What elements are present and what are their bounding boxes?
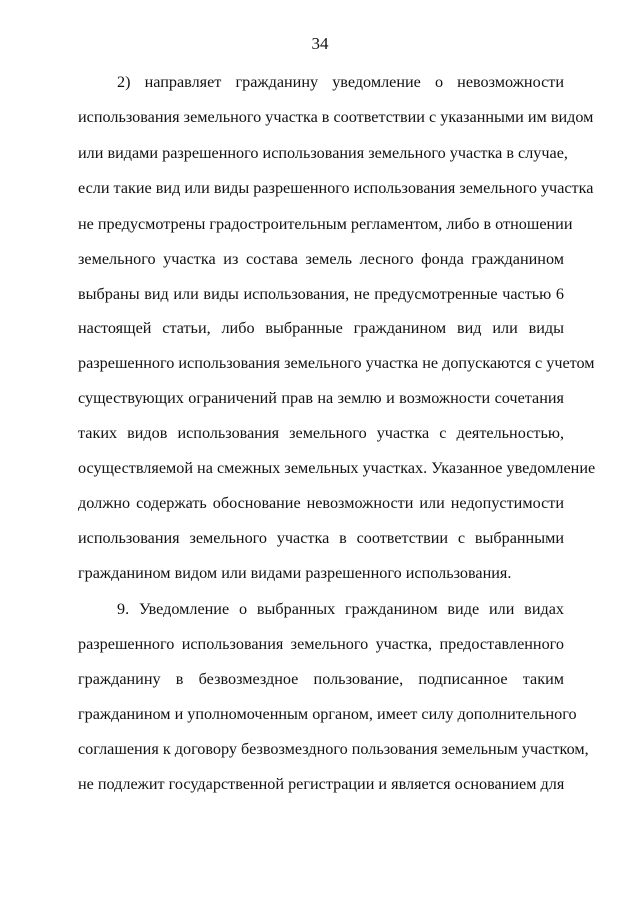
text-line: существующих ограничений прав на землю и возможности сочетания <box>78 389 564 407</box>
text-line: использования земельного участка в соответствии с выбранными <box>78 529 564 547</box>
text-line: таких видов использования земельного участка с деятельностью, <box>78 424 564 442</box>
text-line: настоящей статьи, либо выбранные гражданином вид или виды <box>78 319 564 337</box>
text-line: гражданином видом или видами разрешенного использования. <box>78 564 512 582</box>
text-line: 9. Уведомление о выбранных гражданином виде или видах <box>117 600 564 618</box>
text-line: гражданином и уполномоченным органом, имеет силу дополнительного <box>78 705 577 723</box>
text-line: выбраны вид или виды использования, не предусмотренные частью 6 <box>78 285 564 303</box>
text-line: или видами разрешенного использования земельного участка в случае, <box>78 144 568 162</box>
text-line: должно содержать обоснование невозможности или недопустимости <box>78 494 564 512</box>
text-line: осуществляемой на смежных земельных участках. Указанное уведомление <box>78 459 596 477</box>
text-line: гражданину в безвозмездное пользование, подписанное таким <box>78 670 564 688</box>
text-line: 2) направляет гражданину уведомление о невозможности <box>117 73 564 91</box>
text-line: не подлежит государственной регистрации и является основанием для <box>78 775 565 793</box>
text-line: разрешенного использования земельного участка, предоставленного <box>78 635 564 653</box>
text-line: если такие вид или виды разрешенного использования земельного участка <box>78 179 594 197</box>
text-line: не предусмотрены градостроительным регламентом, либо в отношении <box>78 215 573 233</box>
text-line: земельного участка из состава земель лесного фонда гражданином <box>78 250 564 268</box>
page-number: 34 <box>311 34 329 53</box>
text-line: соглашения к договору безвозмездного пользования земельным участком, <box>78 740 589 758</box>
text-line: использования земельного участка в соответствии с указанными им видом <box>78 108 594 126</box>
text-line: разрешенного использования земельного участка не допускаются с учетом <box>78 354 595 372</box>
